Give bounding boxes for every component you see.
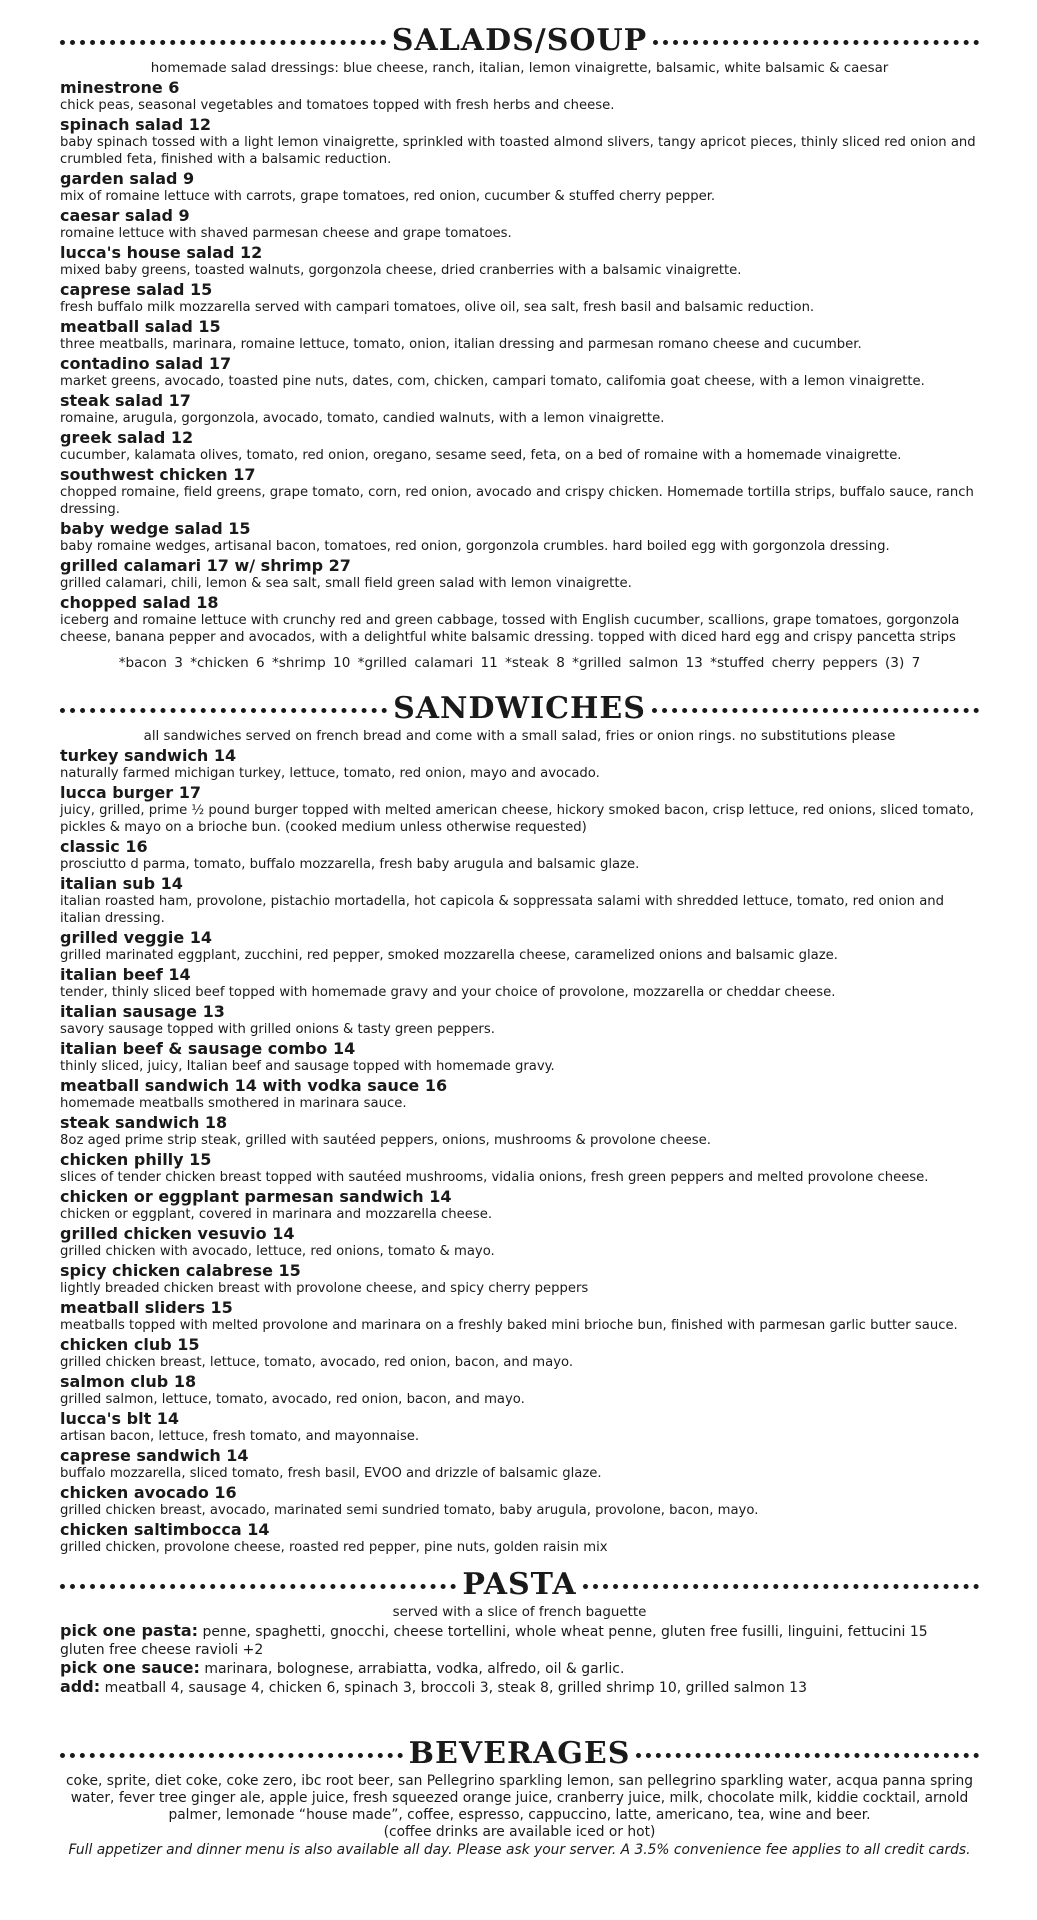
menu-item-description: fresh buffalo milk mozzarella served with campari tomatoes, olive oil, sea salt, fresh basil and balsamic reduction. <box>60 300 815 315</box>
menu-item-description: grilled salmon, lettuce, tomato, avocado, red onion, bacon, and mayo. <box>60 1392 525 1407</box>
menu-item-description: romaine lettuce with shaved parmesan cheese and grape tomatoes. <box>60 226 512 241</box>
menu-item <box>60 354 979 390</box>
menu-item-description: market greens, avocado, toasted pine nuts, dates, com, chicken, campari tomato, califomia goat cheese, with a lemon vinaigrette. <box>60 374 925 389</box>
menu-item <box>60 206 979 242</box>
menu-item <box>60 965 979 1001</box>
dotted-rule <box>60 1753 403 1758</box>
menu-item-name: classic 16 <box>60 837 148 856</box>
menu-item-description: homemade meatballs smothered in marinara sauce. <box>60 1096 407 1111</box>
salads-addons: *bacon 3 *chicken 6 *shrimp 10 *grilled calamari 11 *steak 8 *grilled salmon 13 *stuffed cherry peppers (3) 7 <box>118 655 921 671</box>
menu-item-name: chopped salad 18 <box>60 593 219 612</box>
menu-item <box>60 1446 979 1482</box>
menu-item <box>60 783 979 836</box>
menu-item <box>60 874 979 927</box>
menu-item <box>60 593 979 646</box>
menu-item-name: grilled chicken vesuvio 14 <box>60 1224 295 1243</box>
menu-item-name: grilled veggie 14 <box>60 928 213 947</box>
menu-item-name: lucca's blt 14 <box>60 1409 180 1428</box>
menu-item-name: chicken philly 15 <box>60 1150 212 1169</box>
menu-item-name: lucca burger 17 <box>60 783 201 802</box>
menu-item-name: chicken avocado 16 <box>60 1483 237 1502</box>
menu-item-name: baby wedge salad 15 <box>60 519 251 538</box>
menu-item-name: chicken saltimbocca 14 <box>60 1520 270 1539</box>
pick-pasta-line <box>60 1622 979 1641</box>
menu-item-description: savory sausage topped with grilled onions & tasty green peppers. <box>60 1022 495 1037</box>
menu-item-name: italian sub 14 <box>60 874 183 893</box>
menu-item-description: grilled chicken, provolone cheese, roasted red pepper, pine nuts, golden raisin mix <box>60 1540 608 1555</box>
menu-item <box>60 1520 979 1556</box>
menu-item <box>60 1113 979 1149</box>
menu-item <box>60 1002 979 1038</box>
menu-item-name: lucca's house salad 12 <box>60 243 263 262</box>
menu-item-description: romaine, arugula, gorgonzola, avocado, tomato, candied walnuts, with a lemon vinaigrette. <box>60 411 665 426</box>
menu-item-name: garden salad 9 <box>60 169 195 188</box>
dotted-rule <box>653 40 979 45</box>
menu-item-description: cucumber, kalamata olives, tomato, red onion, oregano, sesame seed, feta, on a bed of romaine with a homemade vinaigrette. <box>60 448 902 463</box>
menu-item <box>60 556 979 592</box>
beverages-header <box>60 1735 979 1773</box>
menu-item <box>60 428 979 464</box>
menu-item <box>60 1039 979 1075</box>
menu-item-description: grilled calamari, chili, lemon & sea salt, small field green salad with lemon vinaigrette. <box>60 576 632 591</box>
menu-item-name: steak salad 17 <box>60 391 191 410</box>
menu-item-name: italian beef 14 <box>60 965 191 984</box>
menu-item <box>60 837 979 873</box>
menu-item <box>60 115 979 168</box>
beverages-list: coke, sprite, diet coke, coke zero, ibc root beer, san Pellegrino sparkling lemon, san pellegrino sparkling water, acqua panna spring water, fever tree ginger ale, apple juice, fresh squeezed orange juice, cranberry juice, milk, chocolate milk, kiddie cocktail, arnold palmer, lemonade “house made”, coffee, espresso, cappuccino, latte, americano, tea, wine and beer. <box>65 1773 974 1823</box>
menu-item <box>60 1372 979 1408</box>
menu-item <box>60 1076 979 1112</box>
pick-pasta-label: pick one pasta: <box>60 1621 199 1640</box>
add-line <box>60 1678 979 1697</box>
menu-item-name: turkey sandwich 14 <box>60 746 237 765</box>
dotted-rule <box>652 708 979 713</box>
pasta-header <box>60 1566 979 1604</box>
menu-item <box>60 1335 979 1371</box>
menu-item-name: caprese sandwich 14 <box>60 1446 249 1465</box>
menu-item <box>60 1409 979 1445</box>
menu-item <box>60 1150 979 1186</box>
menu-item-description: lightly breaded chicken breast with provolone cheese, and spicy cherry peppers <box>60 1281 589 1296</box>
menu-item-description: italian roasted ham, provolone, pistachio mortadella, hot capicola & soppressata salami with shredded lettuce, tomato, red onion and italian dressing. <box>60 894 945 926</box>
menu-item-description: artisan bacon, lettuce, fresh tomato, and mayonnaise. <box>60 1429 420 1444</box>
menu-item <box>60 1261 979 1297</box>
menu-item-description: mixed baby greens, toasted walnuts, gorgonzola cheese, dried cranberries with a balsamic vinaigrette. <box>60 263 742 278</box>
menu-item <box>60 928 979 964</box>
pick-pasta-extra: gluten free cheese ravioli +2 <box>60 1642 264 1658</box>
menu-item-name: caesar salad 9 <box>60 206 190 225</box>
menu-item-description: grilled chicken with avocado, lettuce, red onions, tomato & mayo. <box>60 1244 495 1259</box>
sandwiches-note: all sandwiches served on french bread and come with a small salad, fries or onion rings. no substitutions please <box>143 729 896 744</box>
salads-list <box>60 78 979 646</box>
menu-item <box>60 243 979 279</box>
menu-item <box>60 465 979 518</box>
dotted-rule <box>583 1584 979 1589</box>
sandwiches-list <box>60 746 979 1556</box>
sandwiches-title: SANDWICHES <box>393 691 646 726</box>
menu-item <box>60 1187 979 1223</box>
menu-item-name: chicken or eggplant parmesan sandwich 14 <box>60 1187 452 1206</box>
menu-item-description: tender, thinly sliced beef topped with homemade gravy and your choice of provolone, mozzarella or cheddar cheese. <box>60 985 836 1000</box>
dotted-rule <box>60 1584 456 1589</box>
menu-item <box>60 280 979 316</box>
menu-item-description: buffalo mozzarella, sliced tomato, fresh basil, EVOO and drizzle of balsamic glaze. <box>60 1466 602 1481</box>
menu-item-description: thinly sliced, juicy, Italian beef and sausage topped with homemade gravy. <box>60 1059 555 1074</box>
pick-sauce-line <box>60 1659 979 1678</box>
menu-item-description: three meatballs, marinara, romaine lettuce, tomato, onion, italian dressing and parmesan romano cheese and cucumber. <box>60 337 862 352</box>
menu-item-description: juicy, grilled, prime ½ pound burger topped with melted american cheese, hickory smoked bacon, crisp lettuce, red onions, sliced tomato, pickles & mayo on a brioche bun. (cooked medium unless otherwise requested) <box>60 803 974 835</box>
salads-dressing-note: homemade salad dressings: blue cheese, ranch, italian, lemon vinaigrette, balsamic, white balsamic & caesar <box>150 61 889 76</box>
menu-item <box>60 1483 979 1519</box>
menu-item <box>60 317 979 353</box>
pasta-title: PASTA <box>462 1567 577 1602</box>
menu-item-name: minestrone 6 <box>60 78 180 97</box>
menu-item-description: meatballs topped with melted provolone and marinara on a freshly baked mini brioche bun, finished with parmesan garlic butter sauce. <box>60 1318 958 1333</box>
menu-item <box>60 519 979 555</box>
menu-item <box>60 78 979 114</box>
menu-item-name: caprese salad 15 <box>60 280 213 299</box>
menu-item <box>60 746 979 782</box>
pick-pasta-text: penne, spaghetti, gnocchi, cheese tortellini, whole wheat penne, gluten free fusilli, linguini, fettucini 15 <box>202 1624 928 1640</box>
menu-item-name: contadino salad 17 <box>60 354 232 373</box>
menu-item-name: meatball sliders 15 <box>60 1298 233 1317</box>
menu-item-name: spicy chicken calabrese 15 <box>60 1261 301 1280</box>
menu-item-name: chicken club 15 <box>60 1335 200 1354</box>
dotted-rule <box>60 708 387 713</box>
menu-item-description: baby spinach tossed with a light lemon vinaigrette, sprinkled with toasted almond slivers, tangy apricot pieces, thinly sliced red onion and crumbled feta, finished with a balsamic reduction. <box>60 135 976 167</box>
menu-item-name: spinach salad 12 <box>60 115 211 134</box>
dotted-rule <box>60 40 386 45</box>
menu-item-name: italian sausage 13 <box>60 1002 225 1021</box>
coffee-note: (coffee drinks are available iced or hot) <box>383 1824 656 1840</box>
menu-item <box>60 169 979 205</box>
menu-item-description: mix of romaine lettuce with carrots, grape tomatoes, red onion, cucumber & stuffed cherry pepper. <box>60 189 716 204</box>
menu-item-name: greek salad 12 <box>60 428 194 447</box>
menu-item-name: meatball salad 15 <box>60 317 221 336</box>
pick-sauce-text: marinara, bolognese, arrabiatta, vodka, alfredo, oil & garlic. <box>204 1661 625 1677</box>
menu-item <box>60 391 979 427</box>
menu-item-name: meatball sandwich 14 with vodka sauce 16 <box>60 1076 448 1095</box>
menu-item-name: grilled calamari 17 w/ shrimp 27 <box>60 556 351 575</box>
menu-item-description: baby romaine wedges, artisanal bacon, tomatoes, red onion, gorgonzola crumbles. hard boiled egg with gorgonzola dressing. <box>60 539 890 554</box>
sandwiches-header <box>60 690 979 728</box>
pasta-note: served with a slice of french baguette <box>392 1605 647 1620</box>
pick-sauce-label: pick one sauce: <box>60 1658 200 1677</box>
menu-item-description: chicken or eggplant, covered in marinara and mozzarella cheese. <box>60 1207 493 1222</box>
menu-item-name: italian beef & sausage combo 14 <box>60 1039 356 1058</box>
menu-item-description: 8oz aged prime strip steak, grilled with sautéed peppers, onions, mushrooms & provolone cheese. <box>60 1133 711 1148</box>
menu-item <box>60 1224 979 1260</box>
menu-item-description: chopped romaine, field greens, grape tomato, corn, red onion, avocado and crispy chicken. Homemade tortilla strips, buffalo sauce, ranch dressing. <box>60 485 974 517</box>
menu-item <box>60 1298 979 1334</box>
add-label: add: <box>60 1677 101 1696</box>
menu-item-name: southwest chicken 17 <box>60 465 256 484</box>
menu-item-description: iceberg and romaine lettuce with crunchy red and green cabbage, tossed with English cucumber, scallions, grape tomatoes, gorgonzola cheese, banana pepper and avocados, with a delightful white balsamic dressing. topped with diced hard egg and crispy pancetta strips <box>60 613 960 645</box>
menu-item-description: slices of tender chicken breast topped with sautéed mushrooms, vidalia onions, fresh green peppers and melted provolone cheese. <box>60 1170 929 1185</box>
menu-item-description: grilled marinated eggplant, zucchini, red pepper, smoked mozzarella cheese, caramelized onions and balsamic glaze. <box>60 948 838 963</box>
add-text: meatball 4, sausage 4, chicken 6, spinach 3, broccoli 3, steak 8, grilled shrimp 10, grilled salmon 13 <box>104 1680 807 1696</box>
menu-item-description: chick peas, seasonal vegetables and tomatoes topped with fresh herbs and cheese. <box>60 98 615 113</box>
salads-header <box>60 22 979 60</box>
salads-title: SALADS/SOUP <box>391 23 648 58</box>
menu-item-description: naturally farmed michigan turkey, lettuce, tomato, red onion, mayo and avocado. <box>60 766 600 781</box>
beverages-title: BEVERAGES <box>408 1736 631 1771</box>
menu-item-description: grilled chicken breast, avocado, marinated semi sundried tomato, baby arugula, provolone, bacon, mayo. <box>60 1503 759 1518</box>
menu-item-name: salmon club 18 <box>60 1372 197 1391</box>
menu-item-name: steak sandwich 18 <box>60 1113 228 1132</box>
menu-item-description: grilled chicken breast, lettuce, tomato, avocado, red onion, bacon, and mayo. <box>60 1355 574 1370</box>
menu-item-description: prosciutto d parma, tomato, buffalo mozzarella, fresh baby arugula and balsamic glaze. <box>60 857 640 872</box>
dotted-rule <box>636 1753 979 1758</box>
footer-note: Full appetizer and dinner menu is also available all day. Please ask your server. A 3.5% convenience fee applies to all credit cards. <box>68 1842 971 1858</box>
